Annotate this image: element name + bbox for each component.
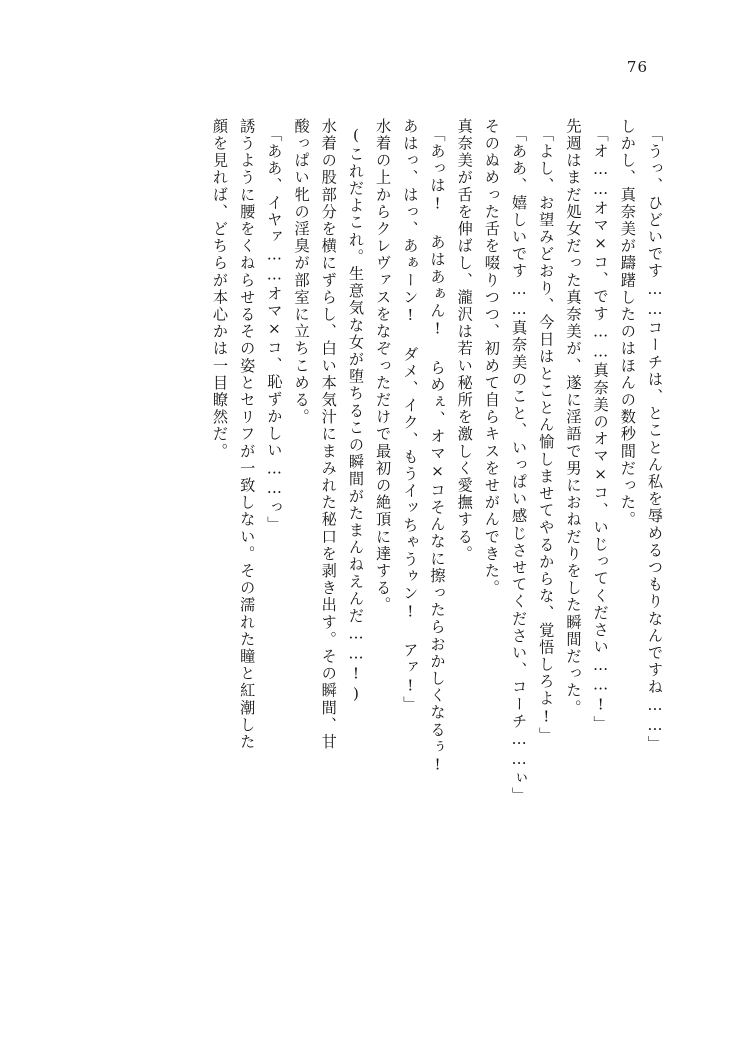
text-line: 「うっ、ひどいです……コーチは、とことん私を辱めるつもりなんですね……」	[646, 126, 664, 753]
text-line: 「オ……オマ×コ、です……真奈美のオマ×コ、いじってください……!」	[591, 126, 610, 733]
text-line: 水着の上からクレヴァスをなぞっただけで最初の絶頂に達する。	[374, 118, 393, 614]
text-line: あはっ、はっ、あぁーン! ダメ、イク、もうイッちゃうゥン! アァ!」	[401, 118, 420, 714]
text-line: 「ああ、嬉しいです……真奈美のこと、いっぱい感じさせてください、コーチ……ぃ」	[510, 126, 529, 805]
page-number: 76	[626, 58, 648, 76]
text-line: 酸っぱい牝の淫臭が部室に立ちこめる。	[292, 118, 311, 426]
text-line: (これだよこれ。生意気な女が堕ちるこの瞬間がたまんねえんだ……!)	[346, 126, 365, 705]
text-line: 先週はまだ処女だった真奈美が、遂に淫語で男におねだりをした瞬間だった。	[564, 118, 583, 717]
text-line: 水着の股部分を横にずらし、白い本気汁にまみれた秘口を剥き出す。その瞬間、甘	[319, 118, 338, 751]
text-line: そのぬめった舌を啜りつつ、初めて自らキスをせがんできた。	[482, 118, 501, 597]
text-line: 「あっは! あはあぁん! らめぇ、オマ×コそんなに擦ったらおかしくなるぅ!	[428, 126, 447, 776]
text-line: 「ああ、イヤァ……オマ×コ、恥ずかしい……っ」	[265, 126, 284, 534]
text-line: 誘うように腰をくねらせるその姿とセリフが一致しない。その濡れた瞳と紅潮した	[238, 118, 257, 751]
text-line: 真奈美が舌を伸ばし、瀧沢は若い秘所を激しく愛撫する。	[455, 118, 474, 563]
text-line: 「よし、お望みどおり、今日はとことん愉しませてやるからな、覚悟しろよ!」	[537, 126, 556, 745]
text-line: 顔を見れば、どちらが本心かは一目瞭然だ。	[211, 118, 229, 460]
text-line: しかし、真奈美が躊躇したのはほんの数秒間だった。	[618, 118, 637, 529]
vertical-text-body	[74, 118, 662, 934]
